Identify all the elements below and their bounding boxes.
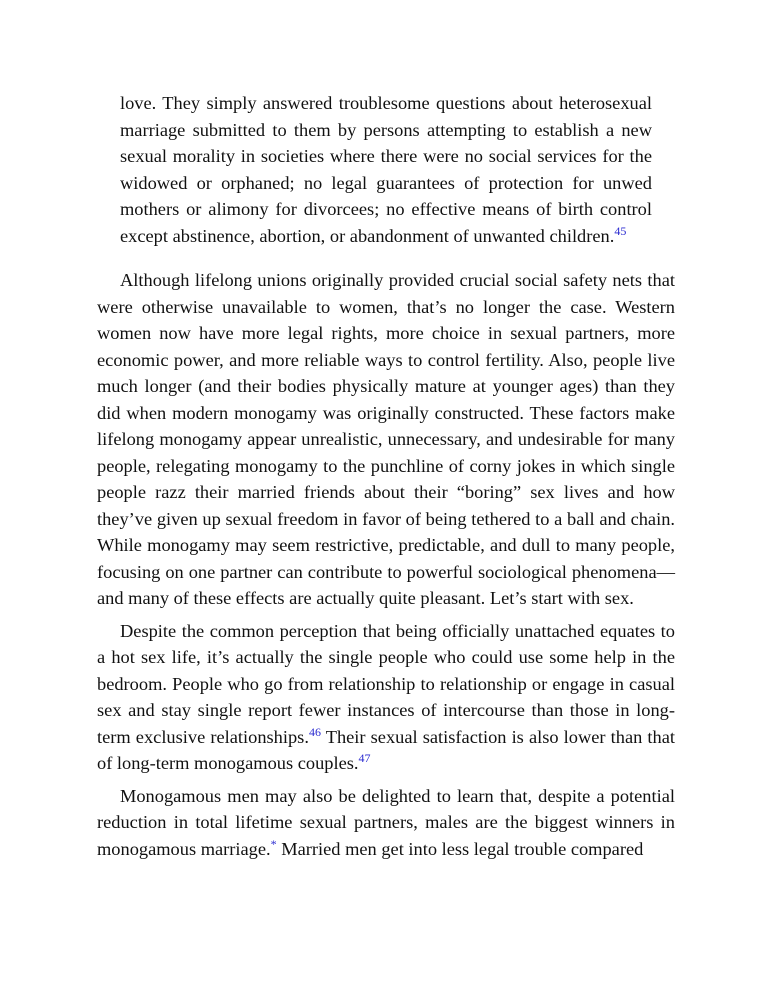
paragraph-1-text: Although lifelong unions originally provided crucial social safety nets that were otherwise unavailable to women, that’s no longer the case. Western women now have more legal rights, more choice in sexual partners, more economic power, and more reliable ways to control fertility. Also, people live much longer (and their bodies physically mature at younger ages) than they did when modern monogamy was originally constructed. These factors make lifelong monogamy appear unrealistic, unnecessary, and undesirable for many people, relegating monogamy to the punchline of corny jokes in which single people razz their married friends about their “boring” sex lives and how they’ve given up sexual freedom in favor of being tethered to a ball and chain. While monogamy may seem restrictive, predictable, and dull to many people, focusing on one partner can contribute to powerful sociological phenomena—and many of these effects are actually quite pleasant. Let’s start with sex. — [97, 270, 675, 608]
paragraph-2-text-b: Their sexual satisfaction is also lower than that of long-term monogamous couples. — [97, 726, 675, 773]
paragraph-1 — [97, 267, 675, 612]
footnote-link-asterisk[interactable]: * — [270, 836, 277, 851]
paragraph-2-text-a: Despite the common perception that being officially unattached equates to a hot sex life, it’s actually the single people who could use some help in the bedroom. People who go from relationship to relationship or engage in casual sex and stay single report fewer instances of intercourse than those in long-term exclusive relationships. — [97, 620, 675, 747]
paragraph-3-text-b: Married men get into less legal trouble compared — [276, 838, 644, 859]
endnote-link-47[interactable]: 47 — [358, 751, 371, 765]
paragraph-3-text-a: Monogamous men may also be delighted to learn that, despite a potential reduction in total lifetime sexual partners, males are the biggest winners in monogamous marriage. — [97, 785, 675, 859]
paragraph-3 — [97, 783, 675, 863]
endnote-link-46[interactable]: 46 — [308, 724, 321, 739]
book-page — [97, 90, 675, 862]
endnote-link-45[interactable]: 45 — [614, 223, 627, 238]
block-quote — [120, 90, 652, 249]
block-quote-text: love. They simply answered troublesome questions about heterosexual marriage submitted to them by persons attempting to establish a new sexual morality in societies where there were no social services for the widowed or orphaned; no legal guarantees of protection for unwed mothers or alimony for divorcees; no effective means of birth control except abstinence, abortion, or abandonment of unwanted children. — [120, 93, 652, 246]
paragraph-2 — [97, 618, 675, 777]
